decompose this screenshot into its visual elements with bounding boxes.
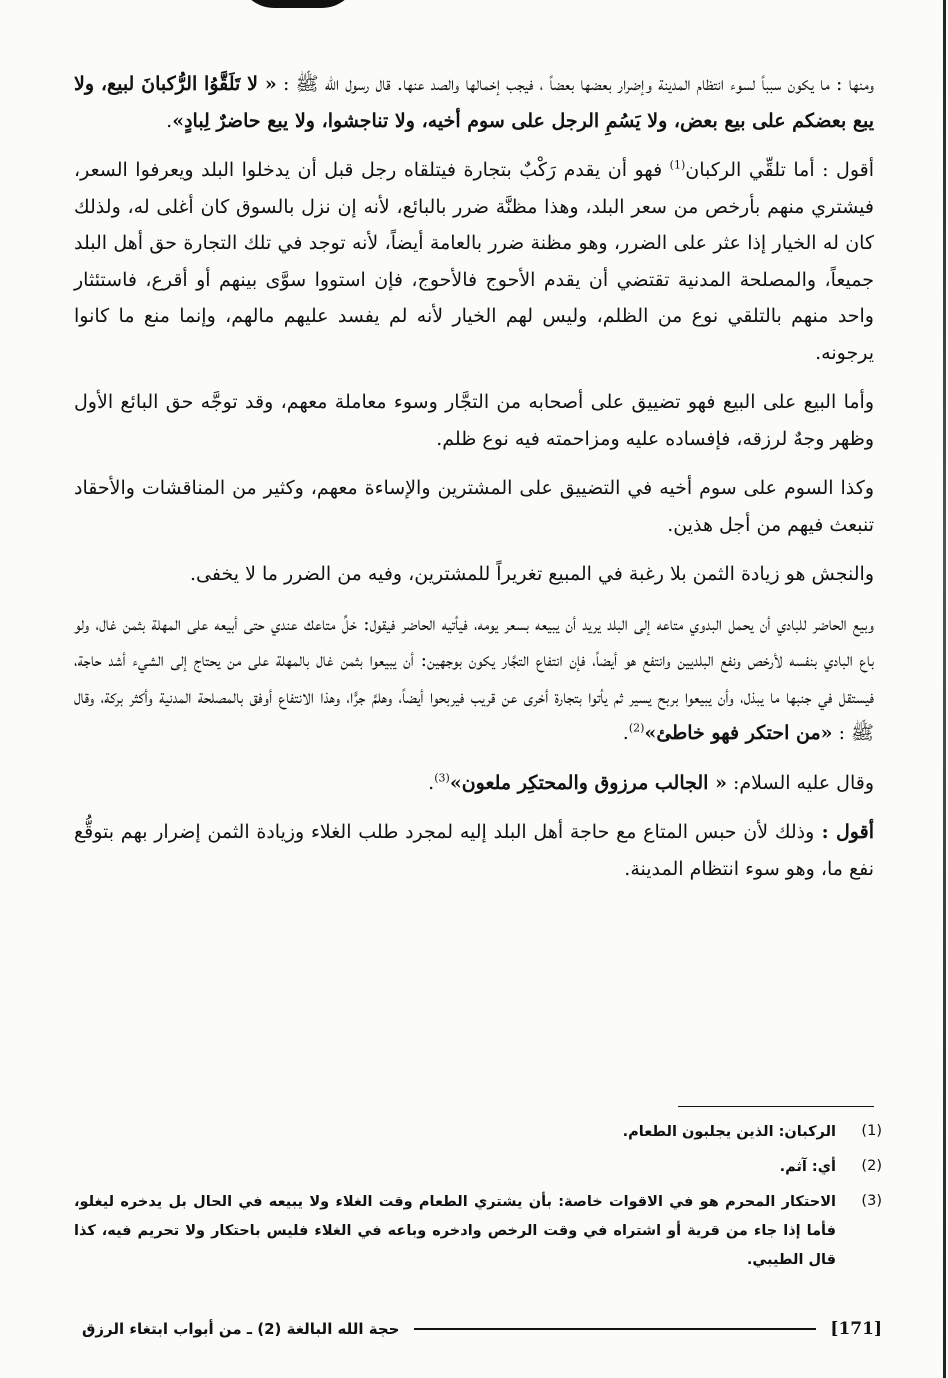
footnotes — [74, 1118, 882, 1281]
scan-artifact — [238, 0, 358, 8]
paragraph — [74, 66, 874, 139]
text-segment: وذلك لأن حبس المتاع مع حاجة أهل البلد إليه لمجرد طلب الغلاء وزيادة الثمن إضرار بهم بتوقُّع نفع ما، وهو سوء انتظام المدينة. — [74, 821, 874, 880]
text-segment: فهو أن يقدم رَكْبٌ بتجارة فيتلقاه رجل قبل أن يدخلوا البلد ويعرفوا السعر، فيشتري منهم بأرخص من سعر البلد، وهذا مظنَّة ضرر بالبائع، لأنه إن نزل بالسوق كان أغلى له، ولذلك كان له الخيار إذا عثر على الضرر، وهو مظنة ضرر بالعامة أيضاً، لأنه توجد في تلك التجارة حق أهل البلد جميعاً، والمصلحة المدنية تقتضي أن يقدم الأحوج فالأحوج، فإن استووا سوَّى بينهم أو أقرع، فاستئثار واحد منهم بالتلقي نوع من الظلم، وليس لهم الخيار لأنه لم يفسد عليهم مالهم، وإنما منع ما كانوا يرجونه. — [74, 159, 874, 364]
paragraph — [74, 765, 874, 802]
text-segment: أقول : أما تلقِّي الركبان — [685, 159, 874, 181]
text-segment: وأما البيع على البيع فهو تضييق على أصحابه من التجَّار وسوء معاملة معهم، وقد توجَّه حق البائع الأول وظهر وجهٌ لرزقه، فإفساده عليه ومزاحمته فيه نوع ظلم. — [74, 391, 874, 450]
footnote-ref: (3) — [434, 771, 450, 785]
footnote-ref: (1) — [669, 158, 686, 172]
text-segment: . — [428, 771, 435, 794]
paragraph — [74, 384, 874, 457]
footnote — [74, 1153, 882, 1182]
footnote-number: (1) — [861, 1123, 882, 1139]
footnote-ref: (2) — [628, 721, 645, 735]
text-segment: وقال عليه السلام: — [726, 771, 874, 794]
text-segment: والنجش هو زيادة الثمن بلا رغبة في المبيع تغريراً للمشترين، وفيه من الضرر ما لا يخفى. — [190, 563, 874, 585]
paragraph — [74, 606, 874, 752]
hadith-quote: «من احتكر فهو خاطئ» — [644, 722, 833, 744]
hadith-quote: أقول : — [814, 821, 874, 843]
book-title: حجة الله البالغة (2) ـ من أبواب ابتغاء الرزق — [82, 1320, 400, 1338]
paragraph — [74, 556, 874, 593]
footnote-text: الاحتكار المحرم هو في الاقوات خاصة: بأن يشتري الطعام وقت الغلاء ولا يبيعه في الحال بل يدخره ليغلو، فأما إذا جاء من قرية أو اشتراه في وقت الرخص وادخره وباعه في الغلاء فليس باحتكار ولا تحريم فيه، كذا قال الطيبي. — [74, 1194, 836, 1268]
text-segment: ومنها : ما يكون سبباً لسوء انتظام المدينة وإضرار بعضها بعضاً ، فيجب إخمالها والصد عنها. قال رسول الله ﷺ : — [276, 73, 874, 95]
page-edge — [943, 0, 946, 1378]
footnote-separator — [678, 1106, 874, 1107]
footnote-text: الركبان: الذين يجلبون الطعام. — [622, 1124, 836, 1140]
text-segment: وكذا السوم على سوم أخيه في التضييق على المشترين والإساءة معهم، وكثير من المناقشات والأحقاد تنبعث فيهم من أجل هذين. — [74, 477, 874, 536]
footer-rule — [414, 1328, 817, 1330]
page-footer — [82, 1316, 882, 1342]
footnote — [74, 1188, 882, 1275]
paragraph — [74, 814, 874, 887]
paragraph — [74, 152, 874, 371]
hadith-quote: « الجالب مرزوق والمحتكِر ملعون» — [449, 771, 727, 794]
paragraph — [74, 470, 874, 543]
footnote-number: (3) — [861, 1193, 882, 1209]
text-segment: . — [166, 109, 173, 132]
footnote — [74, 1118, 882, 1147]
page-number: [171] — [830, 1319, 882, 1339]
page-body — [74, 66, 874, 900]
footnote-number: (2) — [861, 1158, 882, 1174]
footnote-text: أي: آثم. — [779, 1159, 836, 1175]
text-segment: . — [622, 722, 629, 744]
text-segment: وبيع الحاضر للبادي أن يحمل البدوي متاعه إلى البلد يريد أن يبيعه بسعر يومه، فيأتيه الحاضر فيقول: خلِّ متاعك عندي حتى أبيعه على المهلة بثمن غال، ولو باع البادي بنفسه لأرخص ونفع البلديين وانتفع هو أيضاً، فإن انتفاع التجَّار يكون بوجهين: أن يبيعوا بثمن غال بالمهلة على من يحتاج إلى الشيء أشد حاجة، فيستقل في جنبها ما يبذل، وأن يبيعوا بربح يسير ثم يأتوا بتجارة أخرى عن قريب فيربحوا أيضاً، وهلمَّ جرًّا، وهذا الانتفاع أوفق بالمصلحة المدنية وأكثر بركة، وقال ﷺ : — [74, 612, 874, 744]
hadith-quote: « لا تَلَقَّوُا الرُّكبانَ لبيع، ولا يبع بعضكم على بيع بعض، ولا يَسُمِ الرجل على سوم أخيه، ولا تناجشوا، ولا يبع حاضرٌ لِبادٍ» — [74, 73, 874, 132]
